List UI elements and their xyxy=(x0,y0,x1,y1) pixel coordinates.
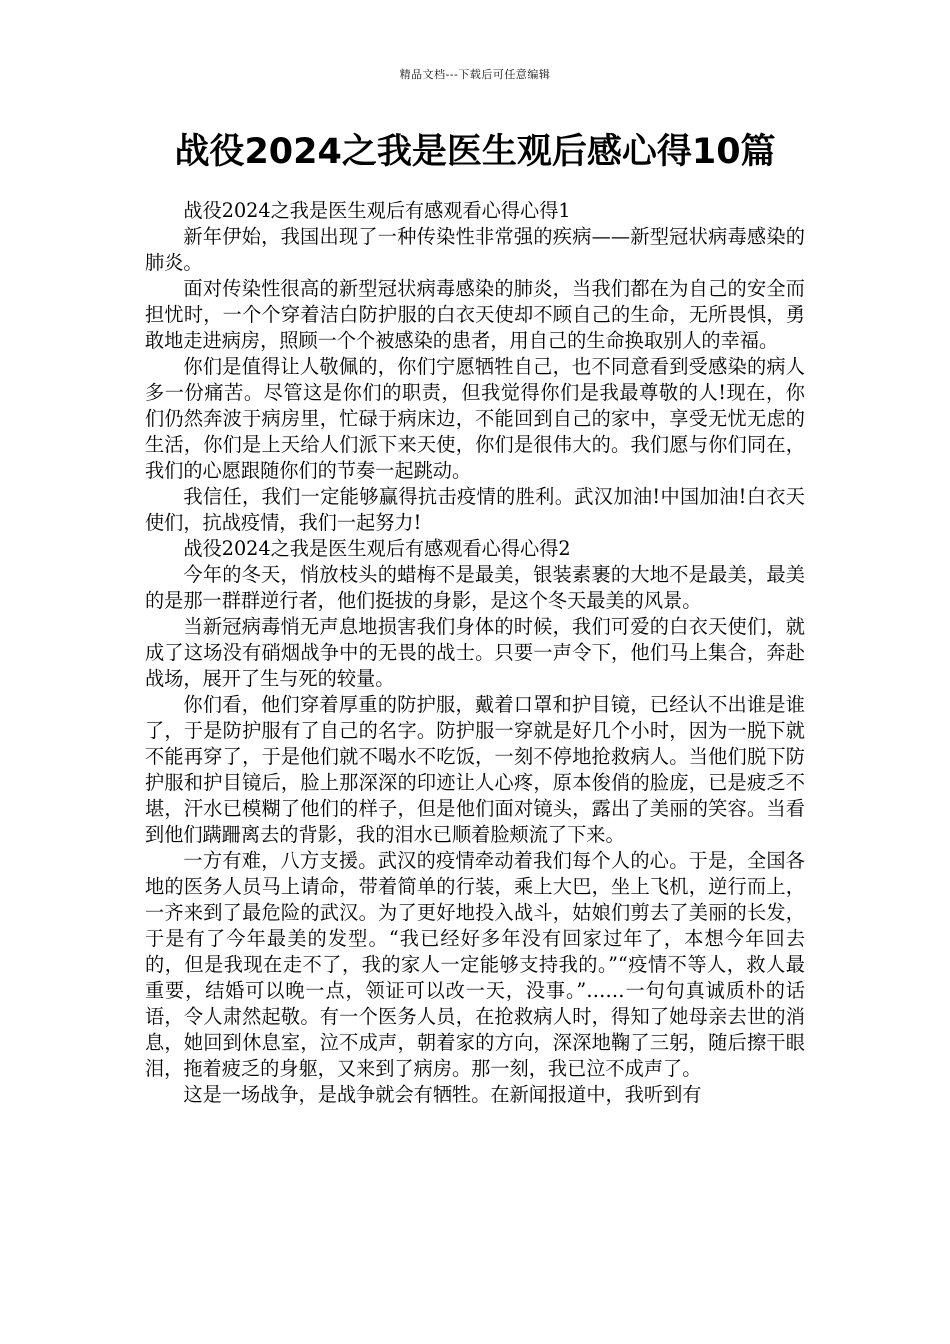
paragraph: 新年伊始，我国出现了一种传染性非常强的疾病——新型冠状病毒感染的肺炎。 xyxy=(145,225,805,274)
subheading-part-1: 战役2024之我是医生观后有感观看心得心得1 xyxy=(183,199,571,222)
paragraph: 你们看，他们穿着厚重的防护服，戴着口罩和护目镜，已经认不出谁是谁了，于是防护服有了自己的名字。防护服一穿就是好几个小时，因为一脱下就不能再穿了，于是他们就不喝水不吃饭，一刻不停地抢救病人。当他们脱下防护服和护目镜后，脸上那深深的印迹让人心疼，原本俊俏的脸庞，已是疲乏不堪，汗水已模糊了他们的样子，但是他们面对镜头，露出了美丽的笑容。当看到他们蹒跚离去的背影，我的泪水已顺着脸颊流了下来。 xyxy=(145,693,805,846)
paragraph: 面对传染性很高的新型冠状病毒感染的肺炎，当我们都在为自己的安全而担忧时，一个个穿着洁白防护服的白衣天使却不顾自己的生命，无所畏惧，勇敢地走进病房，照顾一个个被感染的患者，用自己的生命换取别人的幸福。 xyxy=(145,277,805,352)
paragraph: 今年的冬天，悄放枝头的蜡梅不是最美，银装素裹的大地不是最美，最美的是那一群群逆行者，他们挺拔的身影，是这个冬天最美的风景。 xyxy=(145,563,805,612)
document-title: 战役2024之我是医生观后感心得10篇 xyxy=(174,132,776,172)
document-body xyxy=(145,198,805,1108)
paragraph: 一方有难，八方支援。武汉的疫情牵动着我们每个人的心。于是，全国各地的医务人员马上请命，带着简单的行装，乘上大巴，坐上飞机，逆行而上，一齐来到了最危险的武汉。为了更好地投入战斗，姑娘们剪去了美丽的长发，于是有了今年最美的发型。“我已经好多年没有回家过年了，本想今年回去的，但是我现在走不了，我的家人一定能够支持我的。”“疫情不等人，救人最重要，结婚可以晚一点，领证可以改一天，没事。”……一句句真诚质朴的话语，令人肃然起敬。有一个医务人员，在抢救病人时，得知了她母亲去世的消息，她回到休息室，泣不成声，朝着家的方向，深深地鞠了三躬，随后擦干眼泪，拖着疲乏的身躯，又来到了病房。那一刻，我已泣不成声了。 xyxy=(145,849,805,1080)
paragraph: 你们是值得让人敬佩的，你们宁愿牺牲自己，也不同意看到受感染的病人多一份痛苦。尽管这是你们的职责，但我觉得你们是我最尊敬的人!现在，你们仍然奔波于病房里，忙碌于病床边，不能回到自己的家中，享受无忧无虑的生活，你们是上天给人们派下来天使，你们是很伟大的。我们愿与你们同在，我们的心愿跟随你们的节奏一起跳动。 xyxy=(145,355,805,482)
document-header-note: 精品文档---下载后可任意编辑 xyxy=(399,68,551,81)
paragraph: 这是一场战争，是战争就会有牺牲。在新闻报道中，我听到有 xyxy=(183,1083,702,1106)
paragraph: 当新冠病毒悄无声息地损害我们身体的时候，我们可爱的白衣天使们，就成了这场没有硝烟战争中的无畏的战士。只要一声令下，他们马上集合，奔赴战场，展开了生与死的较量。 xyxy=(145,615,805,690)
paragraph: 我信任，我们一定能够赢得抗击疫情的胜利。武汉加油!中国加油!白衣天使们，抗战疫情，我们一起努力! xyxy=(145,485,805,534)
subheading-part-2: 战役2024之我是医生观后有感观看心得心得2 xyxy=(183,537,571,560)
